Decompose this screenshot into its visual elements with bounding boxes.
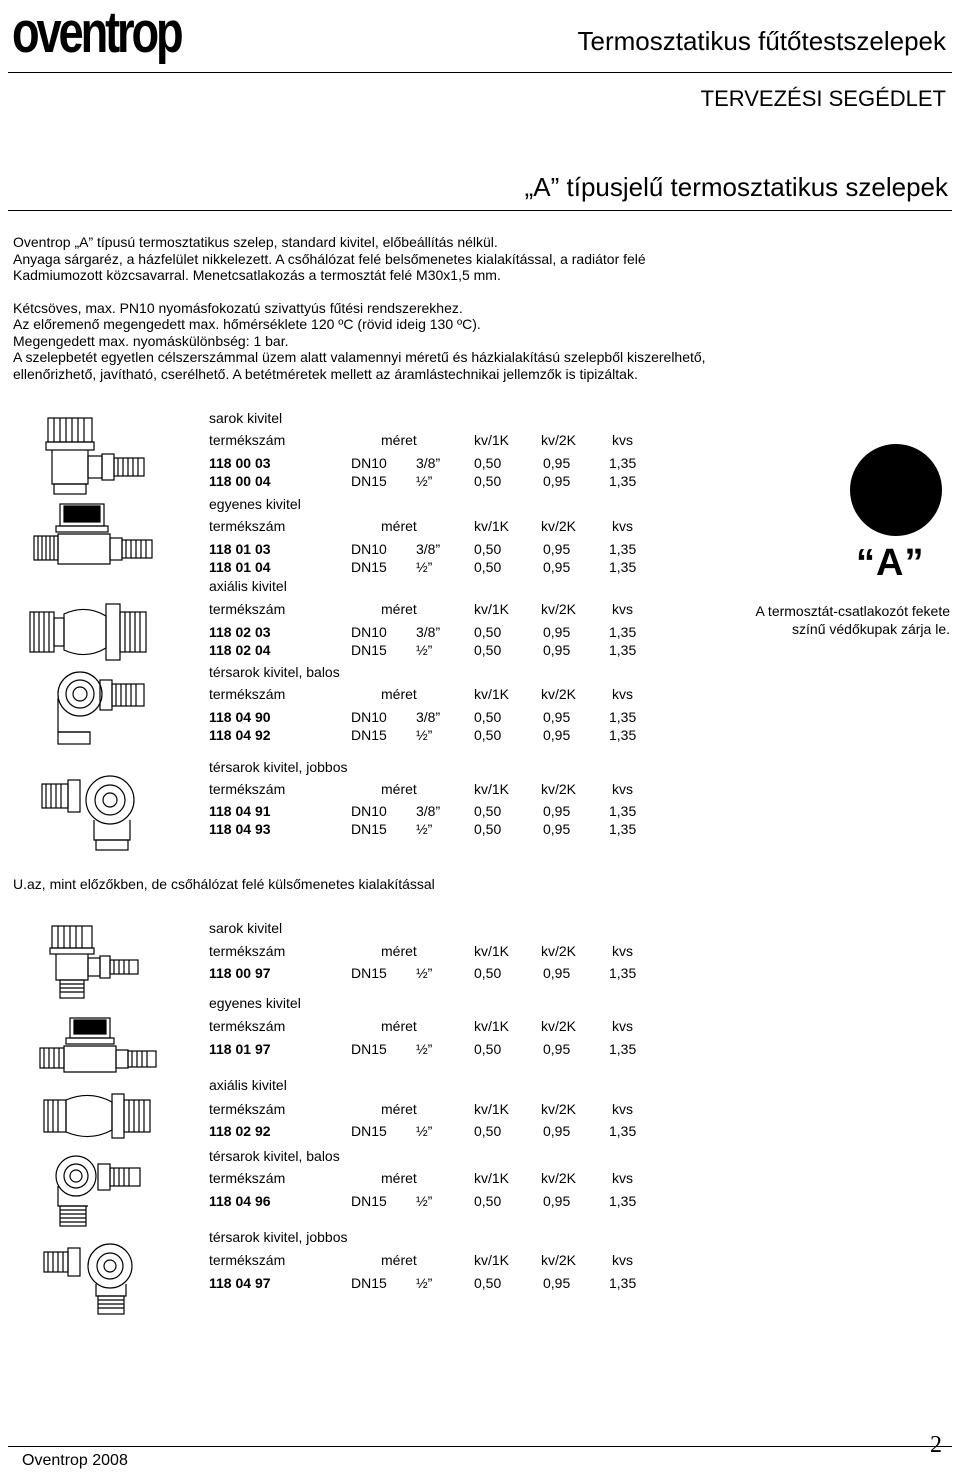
header-kv2: kv/2K bbox=[541, 1018, 577, 1034]
external-thread-subtitle: U.az, mint előzőkben, de csőhálózat felé külsőmenetes kialakítással bbox=[13, 876, 435, 892]
page-number: 2 bbox=[930, 1432, 942, 1458]
header-kv2: kv/2K bbox=[541, 943, 577, 959]
header-size: méret bbox=[381, 1170, 417, 1186]
header-size: méret bbox=[381, 432, 417, 448]
a-type-mark: “A” bbox=[856, 542, 925, 584]
table-section-title: térsarok kivitel, jobbos bbox=[209, 1229, 348, 1245]
black-cap-icon bbox=[850, 444, 942, 536]
header-kvs: kvs bbox=[612, 432, 633, 448]
doc-title: Termosztatikus fűtőtestszelepek bbox=[577, 26, 946, 56]
valve-straight-icon bbox=[30, 500, 160, 570]
cell-kv1: 0,50 bbox=[474, 473, 502, 489]
intro-line: Oventrop „A” típusú termosztatikus szelep, standard kivitel, előbeállítás nélkül. bbox=[13, 234, 498, 250]
cell-kv1: 0,50 bbox=[474, 965, 502, 981]
cell-kv2: 0,95 bbox=[543, 624, 571, 640]
cell-kvs: 1,35 bbox=[609, 1275, 637, 1291]
table-section-title: térsarok kivitel, balos bbox=[209, 664, 340, 680]
footer-divider bbox=[8, 1446, 952, 1447]
valve-angle-icon bbox=[44, 416, 154, 498]
cell-kvs: 1,35 bbox=[609, 821, 637, 837]
cell-kv2: 0,95 bbox=[543, 965, 571, 981]
cell-inch: ½” bbox=[416, 1193, 433, 1209]
cell-kv2: 0,95 bbox=[543, 821, 571, 837]
cell-inch: ½” bbox=[416, 965, 433, 981]
cell-kv2: 0,95 bbox=[543, 541, 571, 557]
cell-kv2: 0,95 bbox=[543, 559, 571, 575]
header-kv1: kv/1K bbox=[474, 1018, 510, 1034]
cell-dn: DN10 bbox=[351, 709, 387, 725]
cell-code: 118 02 92 bbox=[209, 1123, 271, 1139]
cell-kv2: 0,95 bbox=[543, 473, 571, 489]
header-kvs: kvs bbox=[612, 781, 633, 797]
header-size: méret bbox=[381, 1018, 417, 1034]
header-code: termékszám bbox=[209, 1018, 286, 1034]
cell-inch: ½” bbox=[416, 1041, 433, 1057]
cell-kv1: 0,50 bbox=[474, 1193, 502, 1209]
intro-line: Az előremenő megengedett max. hőmérséklete 120 ºC (rövid ideig 130 ºC). bbox=[13, 316, 481, 332]
header-kvs: kvs bbox=[612, 943, 633, 959]
header-kv1: kv/1K bbox=[474, 601, 510, 617]
cell-kvs: 1,35 bbox=[609, 965, 637, 981]
header-kv1: kv/1K bbox=[474, 1170, 510, 1186]
cell-dn: DN15 bbox=[351, 1275, 387, 1291]
cell-dn: DN15 bbox=[351, 727, 387, 743]
cell-dn: DN15 bbox=[351, 1123, 387, 1139]
cell-code: 118 04 91 bbox=[209, 803, 271, 819]
cell-kvs: 1,35 bbox=[609, 1193, 637, 1209]
cell-inch: 3/8” bbox=[416, 803, 441, 819]
valve-corner-right-ext-icon bbox=[40, 1240, 160, 1320]
cell-dn: DN10 bbox=[351, 541, 387, 557]
header-kv1: kv/1K bbox=[474, 686, 510, 702]
header-kv2: kv/2K bbox=[541, 686, 577, 702]
cell-code: 118 01 97 bbox=[209, 1041, 271, 1057]
cell-code: 118 02 03 bbox=[209, 624, 271, 640]
header-kv1: kv/1K bbox=[474, 943, 510, 959]
table-section-title: egyenes kivitel bbox=[209, 995, 301, 1011]
header-kvs: kvs bbox=[612, 1018, 633, 1034]
cell-inch: 3/8” bbox=[416, 709, 441, 725]
cell-code: 118 00 03 bbox=[209, 455, 271, 471]
header-code: termékszám bbox=[209, 518, 286, 534]
cell-dn: DN15 bbox=[351, 965, 387, 981]
header-kv2: kv/2K bbox=[541, 1101, 577, 1117]
cell-inch: ½” bbox=[416, 821, 433, 837]
intro-line: A szelepbetét egyetlen célszerszámmal üzem alatt valamennyi méretű és házkialakítású szelepből kiszerelhető, bbox=[13, 349, 706, 365]
header-kvs: kvs bbox=[612, 601, 633, 617]
cell-dn: DN15 bbox=[351, 1041, 387, 1057]
cell-code: 118 01 03 bbox=[209, 541, 271, 557]
cell-dn: DN15 bbox=[351, 559, 387, 575]
table-section-title: térsarok kivitel, jobbos bbox=[209, 759, 348, 775]
header-code: termékszám bbox=[209, 1252, 286, 1268]
cell-kv2: 0,95 bbox=[543, 1123, 571, 1139]
cell-inch: ½” bbox=[416, 559, 433, 575]
cell-dn: DN15 bbox=[351, 473, 387, 489]
table-section-title: axiális kivitel bbox=[209, 1077, 287, 1093]
cell-kv1: 0,50 bbox=[474, 455, 502, 471]
doc-subtitle: TERVEZÉSI SEGÉDLET bbox=[700, 86, 946, 111]
table-section-title: sarok kivitel bbox=[209, 920, 283, 936]
cell-kvs: 1,35 bbox=[609, 541, 637, 557]
header-code: termékszám bbox=[209, 686, 286, 702]
cell-kv2: 0,95 bbox=[543, 1041, 571, 1057]
header-kv1: kv/1K bbox=[474, 518, 510, 534]
cell-inch: ½” bbox=[416, 1275, 433, 1291]
section-divider bbox=[8, 210, 952, 211]
cell-code: 118 04 92 bbox=[209, 727, 271, 743]
header-kv2: kv/2K bbox=[541, 1252, 577, 1268]
cell-kv1: 0,50 bbox=[474, 803, 502, 819]
cell-inch: ½” bbox=[416, 473, 433, 489]
side-note: A termosztát-csatlakozót fekete színű védőkupak zárja le. bbox=[755, 603, 950, 637]
cell-kvs: 1,35 bbox=[609, 1123, 637, 1139]
cell-dn: DN15 bbox=[351, 642, 387, 658]
cell-kv1: 0,50 bbox=[474, 642, 502, 658]
cell-kv1: 0,50 bbox=[474, 1123, 502, 1139]
cell-dn: DN15 bbox=[351, 821, 387, 837]
cell-kv2: 0,95 bbox=[543, 642, 571, 658]
header-code: termékszám bbox=[209, 1170, 286, 1186]
cell-inch: ½” bbox=[416, 727, 433, 743]
table-section-title: egyenes kivitel bbox=[209, 496, 301, 512]
header-kvs: kvs bbox=[612, 1252, 633, 1268]
cell-dn: DN10 bbox=[351, 624, 387, 640]
valve-angle-ext-icon bbox=[48, 924, 148, 1004]
cell-code: 118 01 04 bbox=[209, 559, 271, 575]
header-code: termékszám bbox=[209, 1101, 286, 1117]
cell-kv2: 0,95 bbox=[543, 709, 571, 725]
table-section-title: térsarok kivitel, balos bbox=[209, 1148, 340, 1164]
valve-axial-icon bbox=[26, 598, 156, 668]
section-title: „A” típusjelű termosztatikus szelepek bbox=[524, 172, 948, 202]
cell-code: 118 00 97 bbox=[209, 965, 271, 981]
cell-kv2: 0,95 bbox=[543, 455, 571, 471]
cell-kv2: 0,95 bbox=[543, 1275, 571, 1291]
cell-kvs: 1,35 bbox=[609, 559, 637, 575]
header-kv2: kv/2K bbox=[541, 432, 577, 448]
cell-inch: ½” bbox=[416, 1123, 433, 1139]
intro-line: Anyaga sárgaréz, a házfelület nikkelezett. A csőhálózat felé belsőmenetes kialakítással, a radiátor felé bbox=[13, 250, 646, 267]
cell-dn: DN15 bbox=[351, 1193, 387, 1209]
cell-kvs: 1,35 bbox=[609, 473, 637, 489]
cell-kv1: 0,50 bbox=[474, 1275, 502, 1291]
cell-dn: DN10 bbox=[351, 803, 387, 819]
cell-kv1: 0,50 bbox=[474, 559, 502, 575]
cell-code: 118 04 97 bbox=[209, 1275, 271, 1291]
cell-kv1: 0,50 bbox=[474, 1041, 502, 1057]
valve-axial-ext-icon bbox=[40, 1086, 160, 1146]
oventrop-logo: oventrop bbox=[12, 0, 181, 65]
cell-kvs: 1,35 bbox=[609, 642, 637, 658]
cell-kv1: 0,50 bbox=[474, 624, 502, 640]
header-size: méret bbox=[381, 1101, 417, 1117]
cell-kv1: 0,50 bbox=[474, 541, 502, 557]
header-kvs: kvs bbox=[612, 686, 633, 702]
header-code: termékszám bbox=[209, 943, 286, 959]
header-code: termékszám bbox=[209, 432, 286, 448]
valve-corner-right-icon bbox=[38, 770, 158, 852]
header-kv1: kv/1K bbox=[474, 781, 510, 797]
header-size: méret bbox=[381, 1252, 417, 1268]
cell-kvs: 1,35 bbox=[609, 624, 637, 640]
valve-straight-ext-icon bbox=[36, 1016, 166, 1076]
header-kvs: kvs bbox=[612, 1170, 633, 1186]
header-kv1: kv/1K bbox=[474, 1101, 510, 1117]
header-size: méret bbox=[381, 518, 417, 534]
header-kv2: kv/2K bbox=[541, 601, 577, 617]
header-kv2: kv/2K bbox=[541, 518, 577, 534]
header-kv2: kv/2K bbox=[541, 781, 577, 797]
cell-kvs: 1,35 bbox=[609, 727, 637, 743]
cell-code: 118 04 93 bbox=[209, 821, 271, 837]
cell-dn: DN10 bbox=[351, 455, 387, 471]
cell-kvs: 1,35 bbox=[609, 1041, 637, 1057]
header-size: méret bbox=[381, 781, 417, 797]
cell-code: 118 04 96 bbox=[209, 1193, 271, 1209]
cell-inch: 3/8” bbox=[416, 541, 441, 557]
header-kv1: kv/1K bbox=[474, 1252, 510, 1268]
cell-kv2: 0,95 bbox=[543, 727, 571, 743]
cell-code: 118 02 04 bbox=[209, 642, 271, 658]
intro-line: Kétcsöves, max. PN10 nyomásfokozatú szivattyús fűtési rendszerekhez. bbox=[13, 299, 463, 316]
cell-kvs: 1,35 bbox=[609, 455, 637, 471]
cell-inch: 3/8” bbox=[416, 455, 441, 471]
intro-line: ellenőrizhető, javítható, cserélhető. A betétméretek mellett az áramlástechnikai jellemzők is tipizáltak. bbox=[13, 365, 638, 382]
header-code: termékszám bbox=[209, 781, 286, 797]
header-kv2: kv/2K bbox=[541, 1170, 577, 1186]
footer-copyright: Oventrop 2008 bbox=[22, 1452, 128, 1469]
cell-code: 118 00 04 bbox=[209, 473, 271, 489]
intro-line: Megengedett max. nyomáskülönbség: 1 bar. bbox=[13, 332, 289, 349]
header-kvs: kvs bbox=[612, 1101, 633, 1117]
cell-kvs: 1,35 bbox=[609, 803, 637, 819]
table-section-title: axiális kivitel bbox=[209, 578, 287, 594]
header-kvs: kvs bbox=[612, 518, 633, 534]
cell-kv2: 0,95 bbox=[543, 803, 571, 819]
header-size: méret bbox=[381, 601, 417, 617]
cell-kv1: 0,50 bbox=[474, 709, 502, 725]
header-code: termékszám bbox=[209, 601, 286, 617]
header-divider bbox=[8, 72, 952, 73]
cell-kv1: 0,50 bbox=[474, 821, 502, 837]
cell-inch: ½” bbox=[416, 642, 433, 658]
cell-kvs: 1,35 bbox=[609, 709, 637, 725]
intro-line: Kadmiumozott közcsavarral. Menetcsatlakozás a termosztát felé M30x1,5 mm. bbox=[13, 267, 501, 283]
header-kv1: kv/1K bbox=[474, 432, 510, 448]
header-size: méret bbox=[381, 943, 417, 959]
table-section-title: sarok kivitel bbox=[209, 410, 283, 426]
cell-code: 118 04 90 bbox=[209, 709, 271, 725]
valve-corner-left-icon bbox=[44, 668, 154, 750]
valve-corner-left-ext-icon bbox=[44, 1152, 154, 1232]
intro-text bbox=[13, 234, 953, 382]
header-size: méret bbox=[381, 686, 417, 702]
cell-inch: 3/8” bbox=[416, 624, 441, 640]
cell-kv2: 0,95 bbox=[543, 1193, 571, 1209]
cell-kv1: 0,50 bbox=[474, 727, 502, 743]
